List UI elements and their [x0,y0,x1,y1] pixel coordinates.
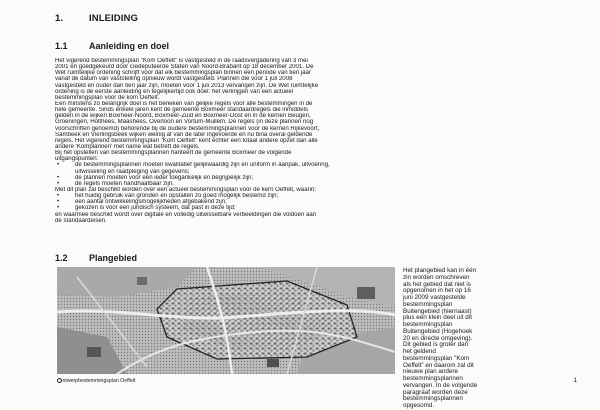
line-text: het huidig gebruik van gronden en opstallen zo goed mogelijk bestemd zijn; [75,193,279,200]
section-number: 1.1 [55,41,68,51]
line-text: de standaardeisen. [55,217,107,224]
side-text-line: als het gebied dat niet is [403,280,471,288]
section-heading-aanleiding [55,41,355,53]
line-text: vanaf de datum van vaststelling opnieuw wordt vastgesteld. Plannen die voor 1 juli 2008 [55,76,293,83]
section-title: Aanleiding en doel [89,41,170,51]
line-text: bestemmingsplan voor de kom Oeffelt. [55,94,160,101]
side-text-line: juni 2009 vastgestelde [403,294,466,301]
footer-title: ntwerpbestemmingsplan Oeffelt [57,378,135,384]
side-text-line: paragraaf worden deze [403,388,468,396]
line-text: andere 'Komplannen' met name wat betreft de regels. [55,143,200,150]
chapter-number: 1. [55,13,64,24]
line-text: de bestemmingsplannen moeten kwalitatief gelijkwaardig zijn en uniform in aanpak, uitvoering, [75,162,330,169]
bullet-icon: • [57,174,60,181]
side-text-line: Buitengebied (Hogehoek [403,327,473,335]
line-text: vastgesteld en ouder dan tien jaar zijn, moeten voor 1 juli 2013 vervangen zijn. De Wet ruimtelijke [55,82,319,89]
line-text: en waarmee beschikt wordt over digitale en volledig uitwisselbare verbeeldingen die voldoen aan [55,211,317,218]
bullet-item [55,205,575,211]
bullet-icon: • [57,199,60,206]
plangebied-map [57,267,395,374]
side-text-line: Buitengebied (hiernaast) [403,307,472,315]
side-text-line: vervangen. In de volgende [403,381,478,389]
side-text-line: bestemmingsplannen [403,375,463,382]
line-text: uitgangspunten: [55,156,99,163]
section-title: Plangebied [89,253,138,263]
side-text-line: Het plangebied kan in één [403,267,477,274]
page-footer [57,375,577,386]
page-number: 1 [573,377,577,384]
chapter-heading [55,13,355,25]
side-text-line: Oeffelt" en daarom zal dit [403,361,474,369]
side-text-line: bestemmingsplan [403,321,453,328]
side-text-line: 20 en directe omgeving). [403,334,473,342]
bullet-icon: • [57,205,60,212]
plangebied-description [403,268,553,410]
side-text-line: het geldend [403,348,436,355]
line-text: 2001 en goedgekeurd door Gedeputeerde Staten van Noord-Brabant op 18 december 2001. De [55,64,314,71]
line-text: hele gemeente. Sinds enkele jaren kent de gemeente Boxmeer standaardregels die inmiddels [55,107,309,114]
bullet-item [55,181,575,187]
line-text: Het vigerend bestemmingsplan "Kom Oeffelt" is vastgesteld in de raadsvergadering van 3 mei [55,58,308,64]
side-text-line: opgesomd. [403,402,435,409]
body-text [55,58,575,224]
side-text-line: bestemmingsplan [403,300,453,308]
side-text-line: zin worden omschreven [403,273,470,281]
side-text-line: nieuwe plan andere [403,368,458,376]
line-text: Wet ruimtelijke ordening schrijft voor dat elk bestemmingsplan binnen een periode van tien jaar [55,70,311,77]
side-text-line: bestemmingsplannen [403,395,463,403]
line-text: ordening is de eerste aanleiding en tegelijkertijd ook doel: het verkrijgen van een actueel [55,88,294,95]
text-line [55,218,575,224]
line-text: gelden in de wijken Boxmeer-Noord, Boxmeer-Zuid en Boxmeer-Oost en in de kernen Beugen, [55,113,311,120]
line-text: de plannen moeten voor een ieder toegankelijk en begrijpelijk zijn; [75,174,254,181]
bullet-icon: • [57,162,60,169]
line-text: Met dit plan zal beschikt worden over een actueel bestemmingsplan voor de kern Oeffelt, waarin: [55,186,317,193]
chapter-title: INLEIDING [89,13,138,24]
side-text-line: plus een klein deel uit dit [403,314,472,322]
aerial-map-image [57,267,395,374]
line-text: Groeningen, Holthees, Maashees, Overloon en Vortum-Mullem. De regels (in deze plannen nog [55,119,314,126]
line-text: voorschriften genoemd) behorende bij de oudere bestemmingsplannen voor de kernen Rijkevoort, [55,125,320,132]
side-text-line: bestemmingsplan "Kom [403,354,470,362]
bullet-icon: • [57,193,60,200]
section-heading-plangebied [55,253,355,265]
line-text: een aantal ontwikkelingsmogelijkheden afgebakend zijn; [75,199,227,206]
line-text: regels. Het vigerend bestemmingsplan "Kom Oeffelt" kent echter een totaal andere opzet dan alle [55,137,318,144]
line-text: Een minstens zo belangrijk doel is het bereiken van gelijke regels voor alle bestemmingen in de [55,100,313,107]
side-text-line: opgenomen in het op 16 [403,287,471,295]
bullet-icon: • [57,180,60,187]
line-text: Bij het opstellen van bestemmingsplannen hanteert de gemeente Boxmeer de volgende [55,150,292,157]
line-text: gekozen is voor een juridisch systeem, dat past in deze tijd; [75,205,236,212]
line-text: uitwisseling en raadpleging van gegevens; [75,168,190,175]
section-number: 1.2 [55,253,68,263]
line-text: Sambeek en Vierlingsbeek wijken weinig af van de later ingevoerde en nu bina overal geldende [55,131,313,138]
side-text-line: Dit gebied is groter dan [403,341,469,349]
footer-logo-icon [57,378,62,383]
line-text: de regels moeten handhaafbaar zijn. [75,180,174,187]
